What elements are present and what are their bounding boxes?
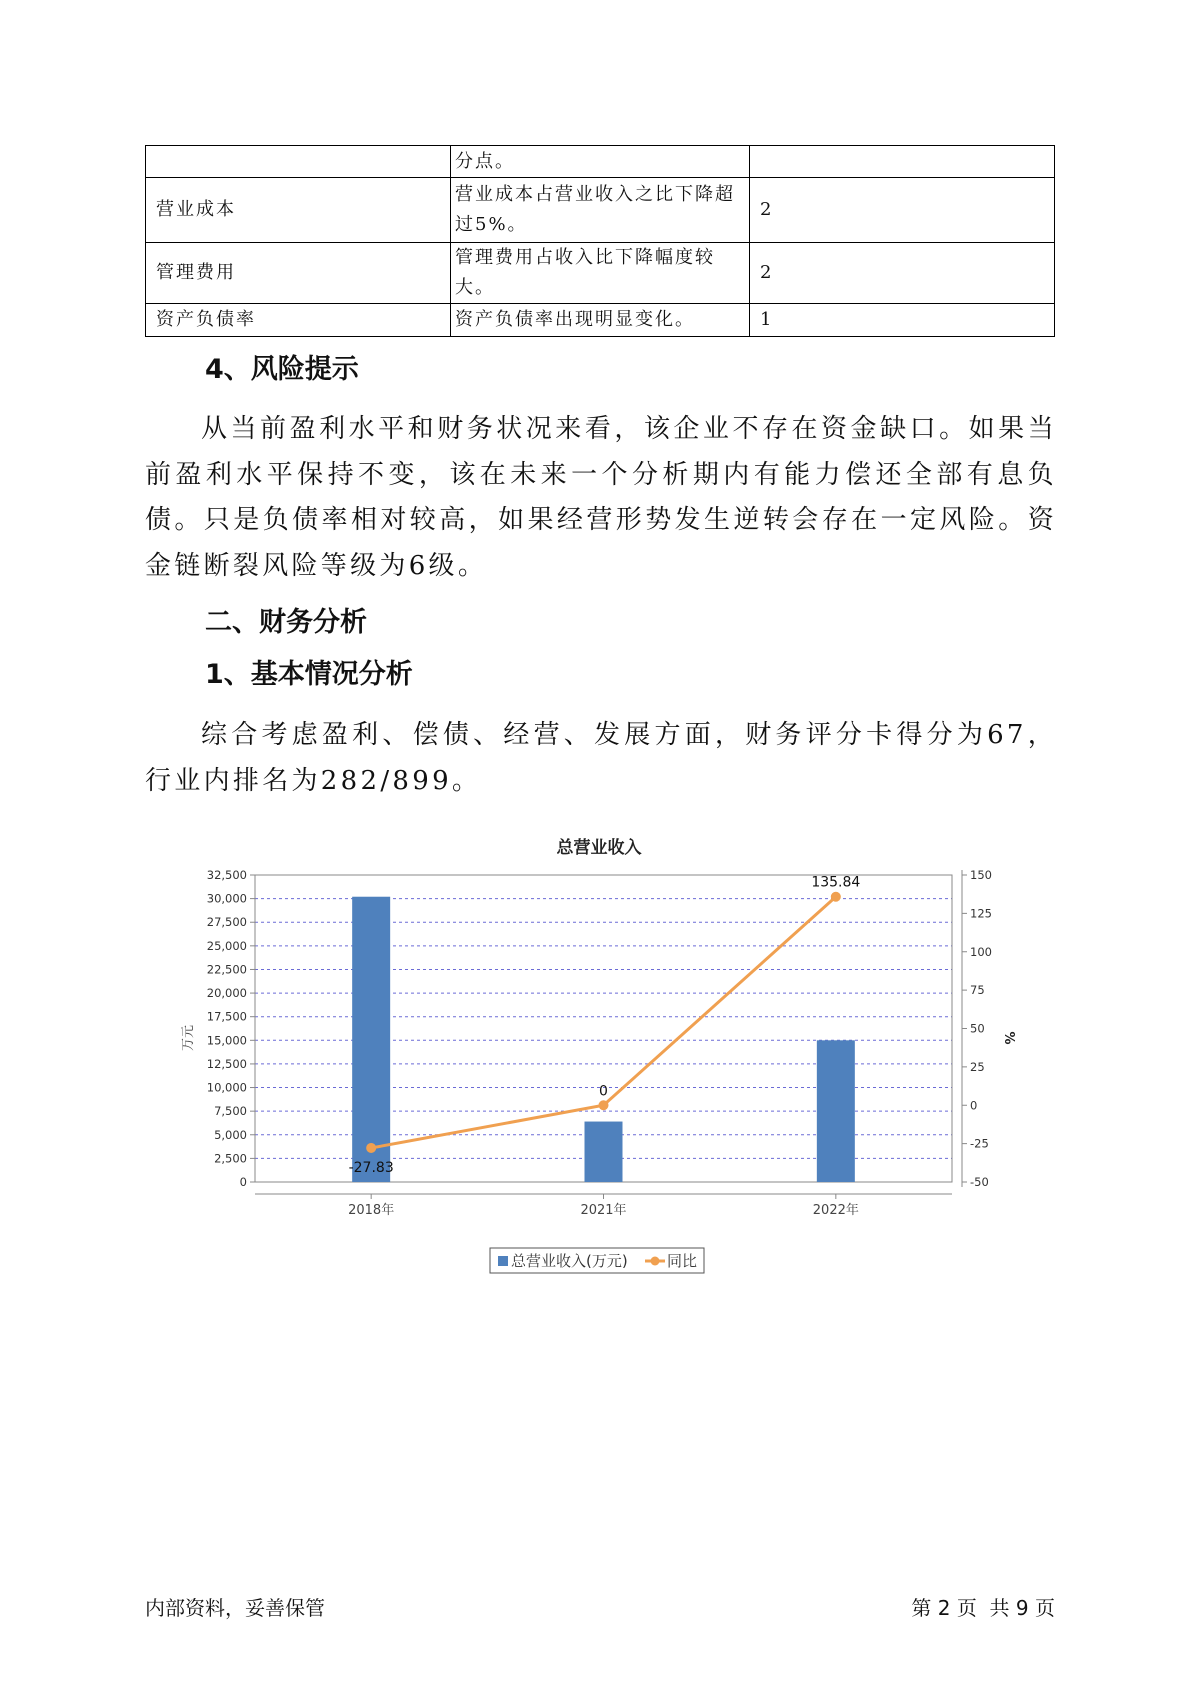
legend-bar-label: 总营业收入(万元) <box>511 1252 628 1270</box>
legend-bar-swatch <box>498 1256 508 1266</box>
table-cell <box>750 146 1055 178</box>
y-tick-label: 27,500 <box>206 915 247 930</box>
table-cell: 2 <box>750 178 1055 243</box>
y-tick-label: 30,000 <box>206 891 247 906</box>
y2-tick-label: 50 <box>970 1021 985 1036</box>
table-row <box>146 178 1055 243</box>
chart-x-labels <box>348 1194 859 1218</box>
data-label: 135.84 <box>811 874 861 891</box>
bar <box>585 1122 623 1182</box>
y-tick-label: 32,500 <box>206 868 247 882</box>
y-tick-label: 7,500 <box>214 1104 247 1119</box>
legend-line-label: 同比 <box>667 1252 698 1270</box>
table-row <box>146 243 1055 304</box>
y2-tick-label: 25 <box>970 1059 985 1074</box>
risk-paragraph: 从当前盈利水平和财务状况来看，该企业不存在资金缺口。如果当前盈利水平保持不变，该在未来一个分析期内有能力偿还全部有息负债。只是负债率相对较高，如果经营形势发生逆转会存在一定风险。资金链断裂风险等级为6级。 <box>145 414 1057 581</box>
line-point <box>831 892 841 902</box>
y2-tick-label: 150 <box>970 868 992 882</box>
bar <box>817 1040 855 1182</box>
legend-line-marker <box>651 1257 660 1266</box>
table-row <box>146 146 1055 178</box>
chart-legend <box>490 1248 704 1273</box>
y2-tick-label: -25 <box>970 1136 989 1151</box>
table-cell: 分点。 <box>451 146 750 178</box>
y-tick-label: 10,000 <box>206 1080 247 1095</box>
y-tick-label: 20,000 <box>206 986 247 1001</box>
section-heading-basic-analysis: 1、基本情况分析 <box>205 659 413 690</box>
bar <box>352 897 390 1182</box>
line-point <box>599 1100 609 1110</box>
table-cell: 2 <box>750 243 1055 304</box>
basic-analysis-paragraph: 综合考虑盈利、偿债、经营、发展方面，财务评分卡得分为67，行业内排名为282/899。 <box>145 720 1057 796</box>
y2-axis-label: % <box>1001 1031 1016 1045</box>
y-tick-label: 17,500 <box>206 1009 247 1024</box>
y-tick-label: 22,500 <box>206 962 247 977</box>
y-tick-label: 5,000 <box>214 1127 247 1142</box>
table-cell: 营业成本 <box>146 178 451 243</box>
y-axis-label: 万元 <box>181 1024 196 1052</box>
section-heading-risk: 4、风险提示 <box>205 354 359 385</box>
table-cell <box>146 146 451 178</box>
x-tick-label: 2022年 <box>812 1203 859 1218</box>
data-label: -27.83 <box>348 1159 394 1176</box>
table-cell: 资产负债率出现明显变化。 <box>451 304 750 337</box>
table-cell: 资产负债率 <box>146 304 451 337</box>
y2-tick-label: -50 <box>970 1175 989 1189</box>
table-cell: 1 <box>750 304 1055 337</box>
data-label: 0 <box>599 1083 608 1100</box>
table-cell: 管理费用占收入比下降幅度较大。 <box>451 243 750 304</box>
part-heading-financial-analysis: 二、财务分析 <box>205 607 367 638</box>
y2-tick-label: 75 <box>970 983 985 998</box>
footer-page-number: 第 2 页 共 9 页 <box>911 1596 1055 1620</box>
table-cell: 营业成本占营业收入之比下降超过5%。 <box>451 178 750 243</box>
y-tick-label: 12,500 <box>206 1056 247 1071</box>
chart-title: 总营业收入 <box>556 838 642 858</box>
y-tick-label: 2,500 <box>214 1151 247 1166</box>
y2-tick-label: 100 <box>970 944 992 959</box>
y-tick-label: 0 <box>239 1175 247 1189</box>
footer-left: 内部资料，妥善保管 <box>145 1596 325 1620</box>
revenue-chart <box>180 825 1020 1285</box>
series-line <box>371 897 836 1148</box>
y-tick-label: 25,000 <box>206 938 247 953</box>
line-point <box>366 1143 376 1153</box>
table-cell: 管理费用 <box>146 243 451 304</box>
y2-tick-label: 125 <box>970 906 992 921</box>
x-tick-label: 2018年 <box>348 1203 395 1218</box>
y-tick-label: 15,000 <box>206 1033 247 1048</box>
x-tick-label: 2021年 <box>580 1203 627 1218</box>
table-row <box>146 304 1055 337</box>
indicator-table <box>145 145 1055 337</box>
chart-bars <box>352 897 855 1182</box>
y2-tick-label: 0 <box>970 1098 978 1113</box>
